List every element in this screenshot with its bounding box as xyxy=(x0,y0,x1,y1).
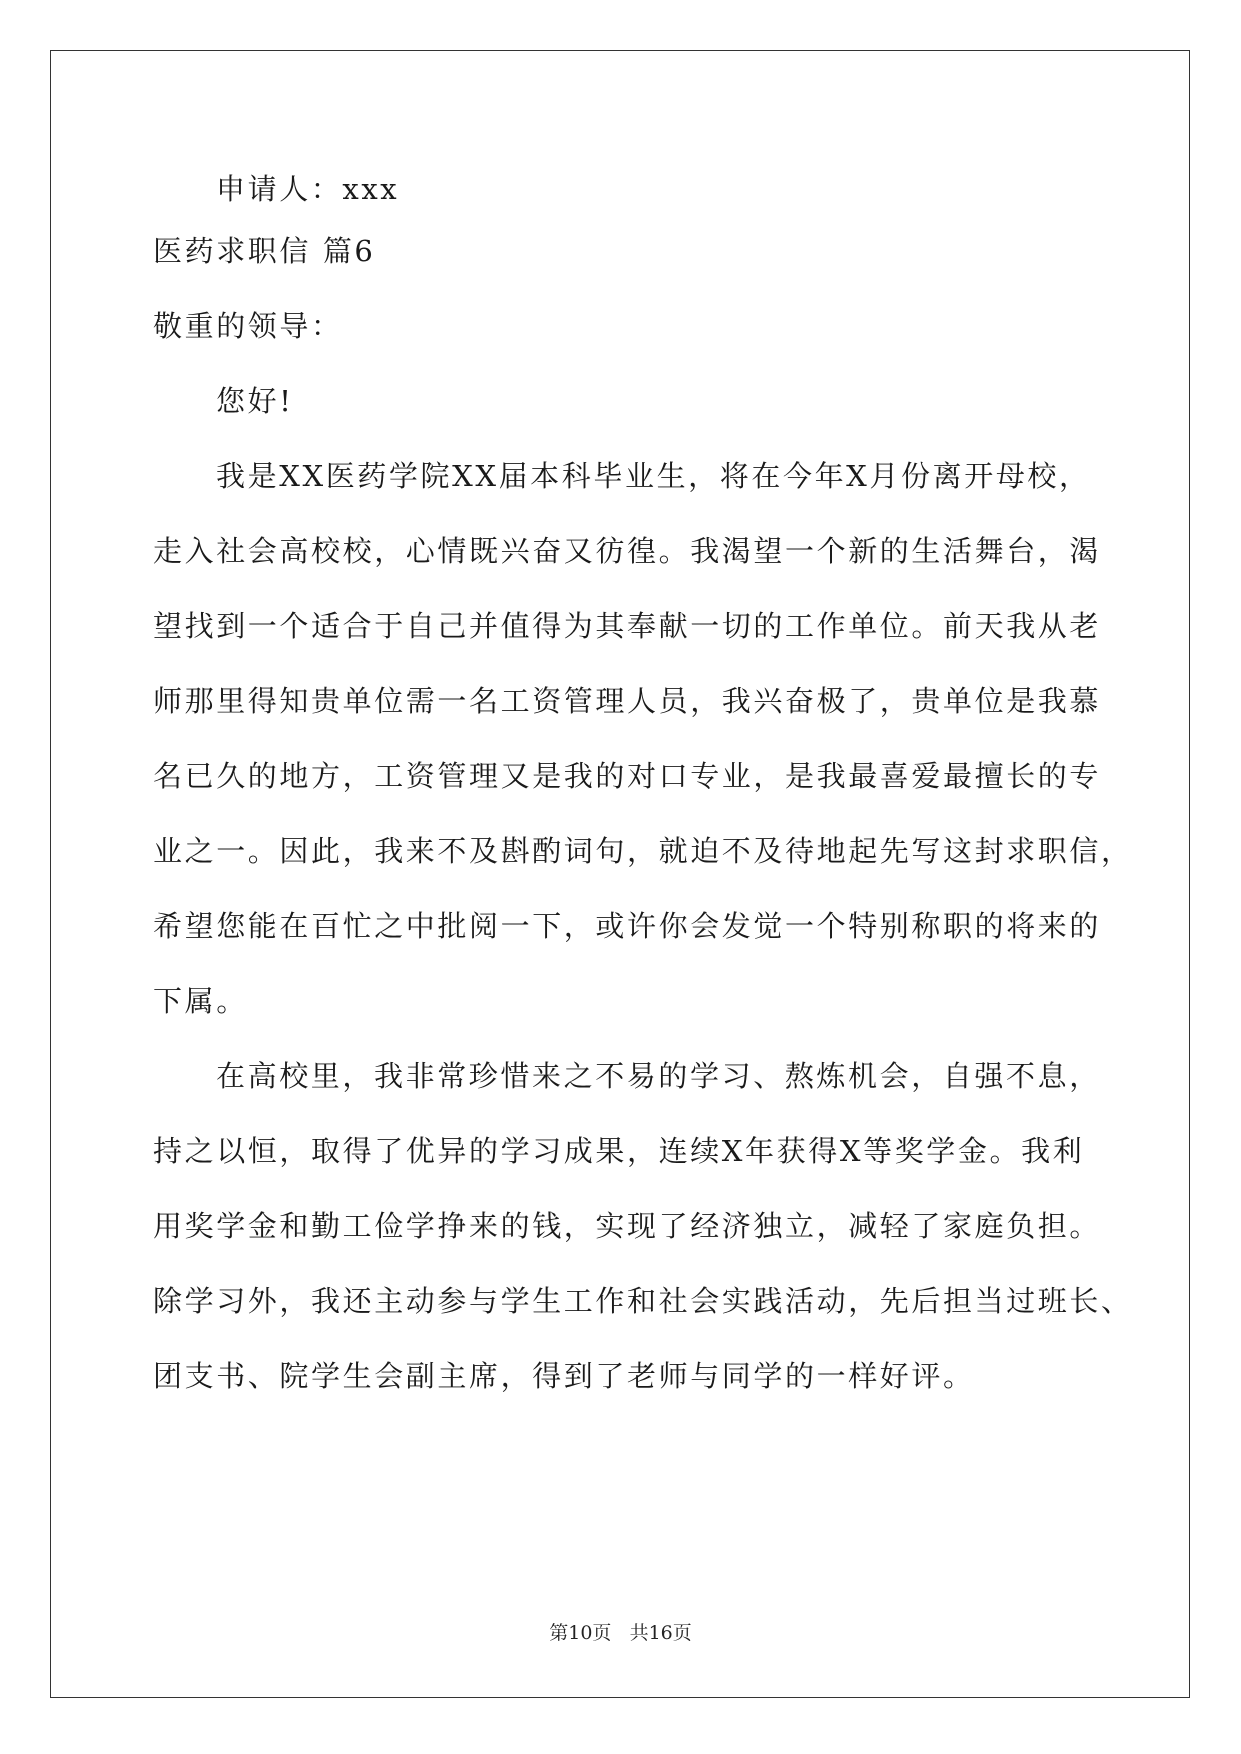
salutation: 敬重的领导： xyxy=(153,309,343,343)
paragraph-line: 希望您能在百忙之中批阅一下，或许你会发觉一个特别称职的将来的 xyxy=(153,909,1102,943)
paragraph-line: 在高校里，我非常珍惜来之不易的学习、熬炼机会，自强不息， xyxy=(216,1059,1101,1093)
paragraph-line: 除学习外，我还主动参与学生工作和社会实践活动，先后担当过班长、 xyxy=(153,1284,1133,1318)
applicant-line: 申请人：xxx xyxy=(216,172,400,206)
page-footer xyxy=(0,1621,1241,1645)
paragraph-line: 望找到一个适合于自己并值得为其奉献一切的工作单位。前天我从老 xyxy=(153,609,1102,643)
greeting: 您好! xyxy=(216,384,294,418)
paragraph-line: 用奖学金和勤工俭学挣来的钱，实现了经济独立，减轻了家庭负担。 xyxy=(153,1209,1102,1243)
paragraph-line: 持之以恒，取得了优异的学习成果，连续X年获得X等奖学金。我利 xyxy=(153,1134,1085,1168)
paragraph-line: 师那里得知贵单位需一名工资管理人员，我兴奋极了，贵单位是我慕 xyxy=(153,684,1102,718)
section-heading: 医药求职信 篇6 xyxy=(153,234,376,268)
page-number: 第10页 xyxy=(549,1622,612,1644)
page-border xyxy=(50,50,1190,1698)
paragraph-line: 下属。 xyxy=(153,984,248,1018)
paragraph-line: 名已久的地方，工资管理又是我的对口专业，是我最喜爱最擅长的专 xyxy=(153,759,1102,793)
page-total: 共16页 xyxy=(629,1622,692,1644)
paragraph-line: 业之一。因此，我来不及斟酌词句，就迫不及待地起先写这封求职信， xyxy=(153,834,1133,868)
paragraph-line: 走入社会高校校，心情既兴奋又彷徨。我渴望一个新的生活舞台，渴 xyxy=(153,534,1102,568)
paragraph-line: 团支书、院学生会副主席，得到了老师与同学的一样好评。 xyxy=(153,1359,975,1393)
paragraph-line: 我是XX医药学院XX届本科毕业生，将在今年X月份离开母校， xyxy=(216,459,1091,493)
